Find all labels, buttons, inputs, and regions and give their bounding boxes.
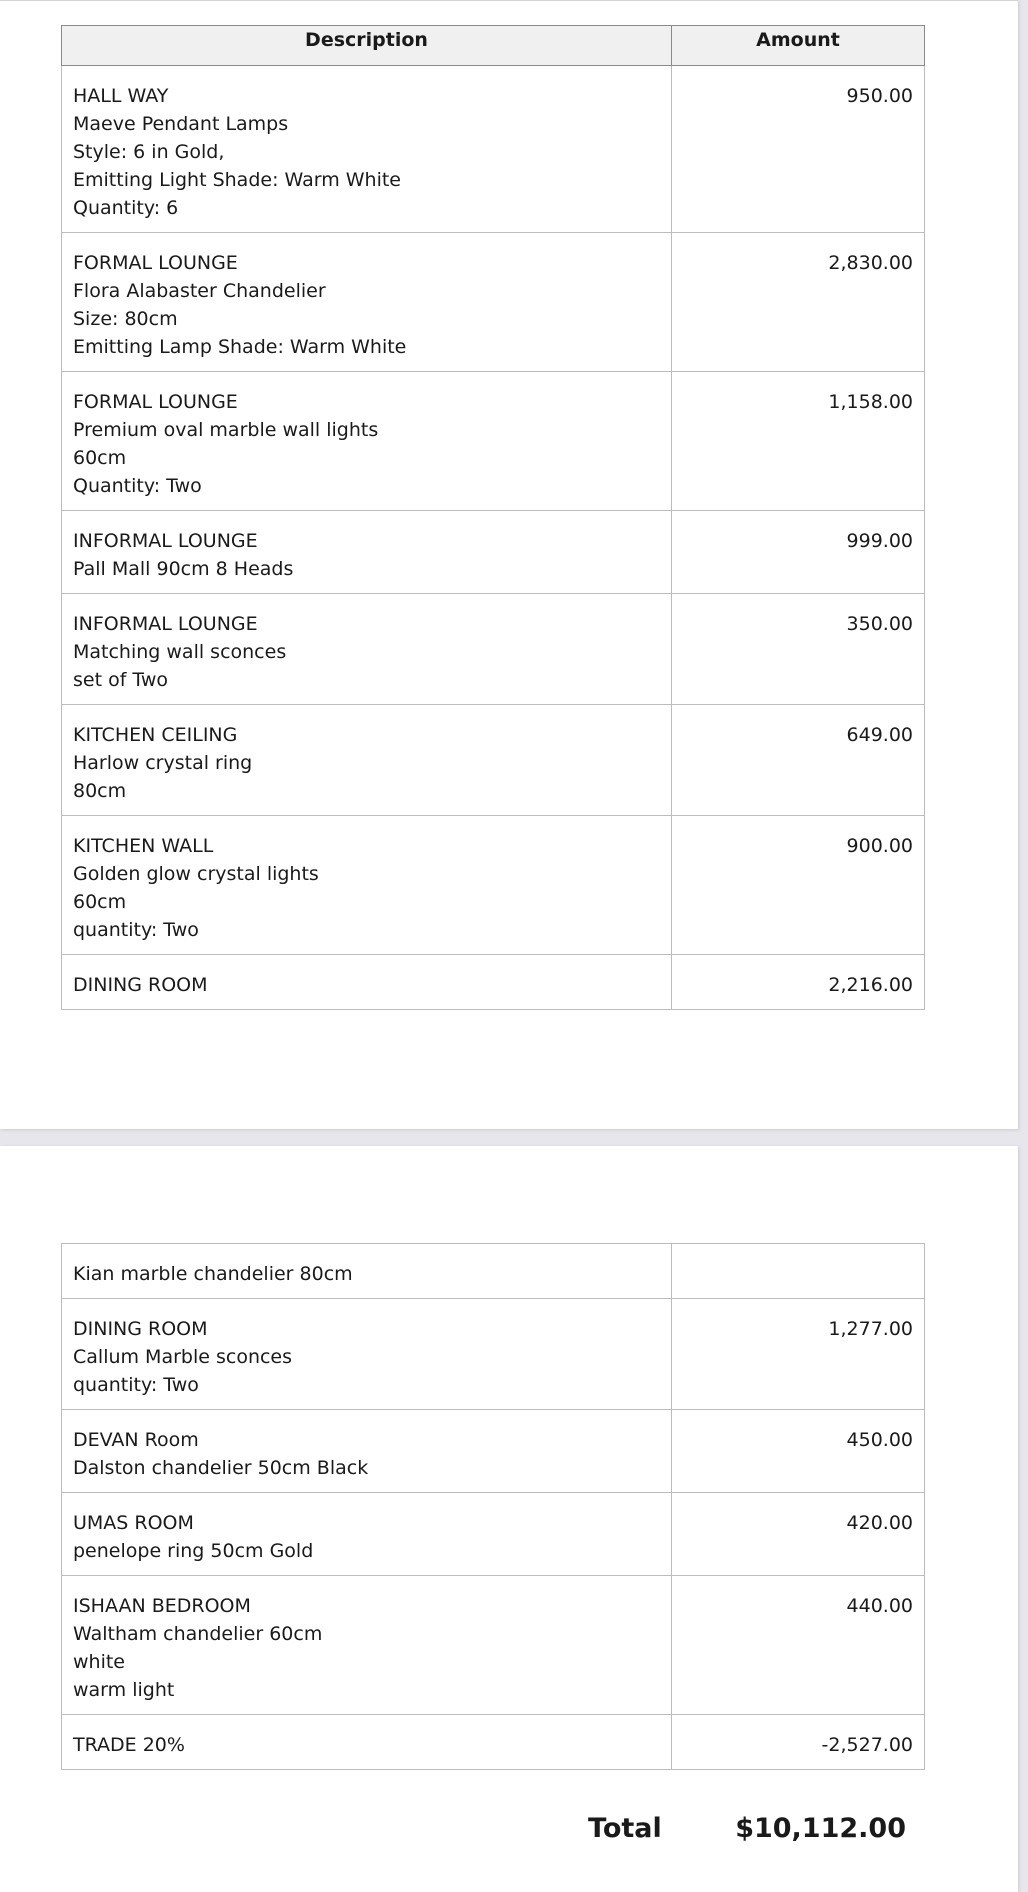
total-label: Total (588, 1813, 662, 1844)
table-row (62, 233, 925, 372)
description-line: TRADE 20% (73, 1734, 185, 1756)
description-line: quantity: Two (73, 1374, 199, 1396)
row-description (62, 1299, 672, 1410)
description-line: Callum Marble sconces (73, 1346, 293, 1368)
row-description (62, 705, 672, 816)
row-description (62, 233, 672, 372)
table-row (62, 955, 925, 1010)
description-line: FORMAL LOUNGE (73, 252, 238, 274)
description-line: Emitting Lamp Shade: Warm White (73, 336, 407, 358)
table-row (62, 1715, 925, 1770)
row-description (62, 1244, 672, 1299)
table-row (62, 66, 925, 233)
description-line: Premium oval marble wall lights (73, 419, 379, 441)
description-line: white (73, 1651, 125, 1673)
description-line: INFORMAL LOUNGE (73, 613, 258, 635)
description-line: DINING ROOM (73, 974, 208, 996)
row-amount: 2,830.00 (672, 233, 925, 372)
description-line: Waltham chandelier 60cm (73, 1623, 323, 1645)
row-description (62, 372, 672, 511)
table-body (62, 66, 925, 1010)
row-description (62, 816, 672, 955)
description-line: HALL WAY (73, 85, 169, 107)
description-line: KITCHEN WALL (73, 835, 214, 857)
description-line: Emitting Light Shade: Warm White (73, 169, 401, 191)
row-amount (672, 1244, 925, 1299)
description-line: UMAS ROOM (73, 1512, 194, 1534)
table-row (62, 1410, 925, 1493)
row-description (62, 1493, 672, 1576)
row-amount: 649.00 (672, 705, 925, 816)
row-description (62, 1576, 672, 1715)
description-line: Dalston chandelier 50cm Black (73, 1457, 369, 1479)
description-line: Matching wall sconces (73, 641, 287, 663)
description-line: DEVAN Room (73, 1429, 199, 1451)
description-line: Pall Mall 90cm 8 Heads (73, 558, 294, 580)
description-line: Kian marble chandelier 80cm (73, 1263, 353, 1285)
total-value: $10,112.00 (735, 1813, 906, 1844)
table-body (62, 1244, 925, 1770)
description-line: ISHAAN BEDROOM (73, 1595, 251, 1617)
row-description (62, 955, 672, 1010)
row-description (62, 1410, 672, 1493)
description-line: KITCHEN CEILING (73, 724, 238, 746)
description-line: quantity: Two (73, 919, 199, 941)
invoice-page-2 (0, 1146, 1018, 1892)
description-column-header: Description (62, 26, 672, 66)
row-description (62, 1715, 672, 1770)
row-amount: 1,158.00 (672, 372, 925, 511)
description-line: Style: 6 in Gold, (73, 141, 225, 163)
row-amount: 350.00 (672, 594, 925, 705)
description-line: Golden glow crystal lights (73, 863, 319, 885)
description-line: penelope ring 50cm Gold (73, 1540, 314, 1562)
table-row (62, 1576, 925, 1715)
amount-column-header: Amount (672, 26, 925, 66)
invoice-table (61, 25, 925, 1010)
description-line: set of Two (73, 669, 169, 691)
description-line: 60cm (73, 891, 127, 913)
description-line: Maeve Pendant Lamps (73, 113, 289, 135)
invoice-table-continued (61, 1243, 925, 1770)
row-amount: 1,277.00 (672, 1299, 925, 1410)
row-description (62, 594, 672, 705)
description-line: Quantity: Two (73, 475, 202, 497)
row-description (62, 511, 672, 594)
row-amount: 450.00 (672, 1410, 925, 1493)
table-row (62, 705, 925, 816)
description-line: Harlow crystal ring (73, 752, 253, 774)
description-line: DINING ROOM (73, 1318, 208, 1340)
description-line: 60cm (73, 447, 127, 469)
table-row (62, 1493, 925, 1576)
description-line: warm light (73, 1679, 175, 1701)
table-row (62, 594, 925, 705)
row-amount: 420.00 (672, 1493, 925, 1576)
row-amount: 999.00 (672, 511, 925, 594)
table-header-row (62, 26, 925, 66)
row-amount: 950.00 (672, 66, 925, 233)
description-line: FORMAL LOUNGE (73, 391, 238, 413)
table-row (62, 511, 925, 594)
table-row (62, 1244, 925, 1299)
description-line: Quantity: 6 (73, 197, 179, 219)
row-amount: -2,527.00 (672, 1715, 925, 1770)
description-line: 80cm (73, 780, 127, 802)
description-line: INFORMAL LOUNGE (73, 530, 258, 552)
row-amount: 900.00 (672, 816, 925, 955)
row-amount: 2,216.00 (672, 955, 925, 1010)
table-row (62, 1299, 925, 1410)
row-description (62, 66, 672, 233)
description-line: Size: 80cm (73, 308, 178, 330)
table-row (62, 372, 925, 511)
row-amount: 440.00 (672, 1576, 925, 1715)
table-row (62, 816, 925, 955)
description-line: Flora Alabaster Chandelier (73, 280, 326, 302)
